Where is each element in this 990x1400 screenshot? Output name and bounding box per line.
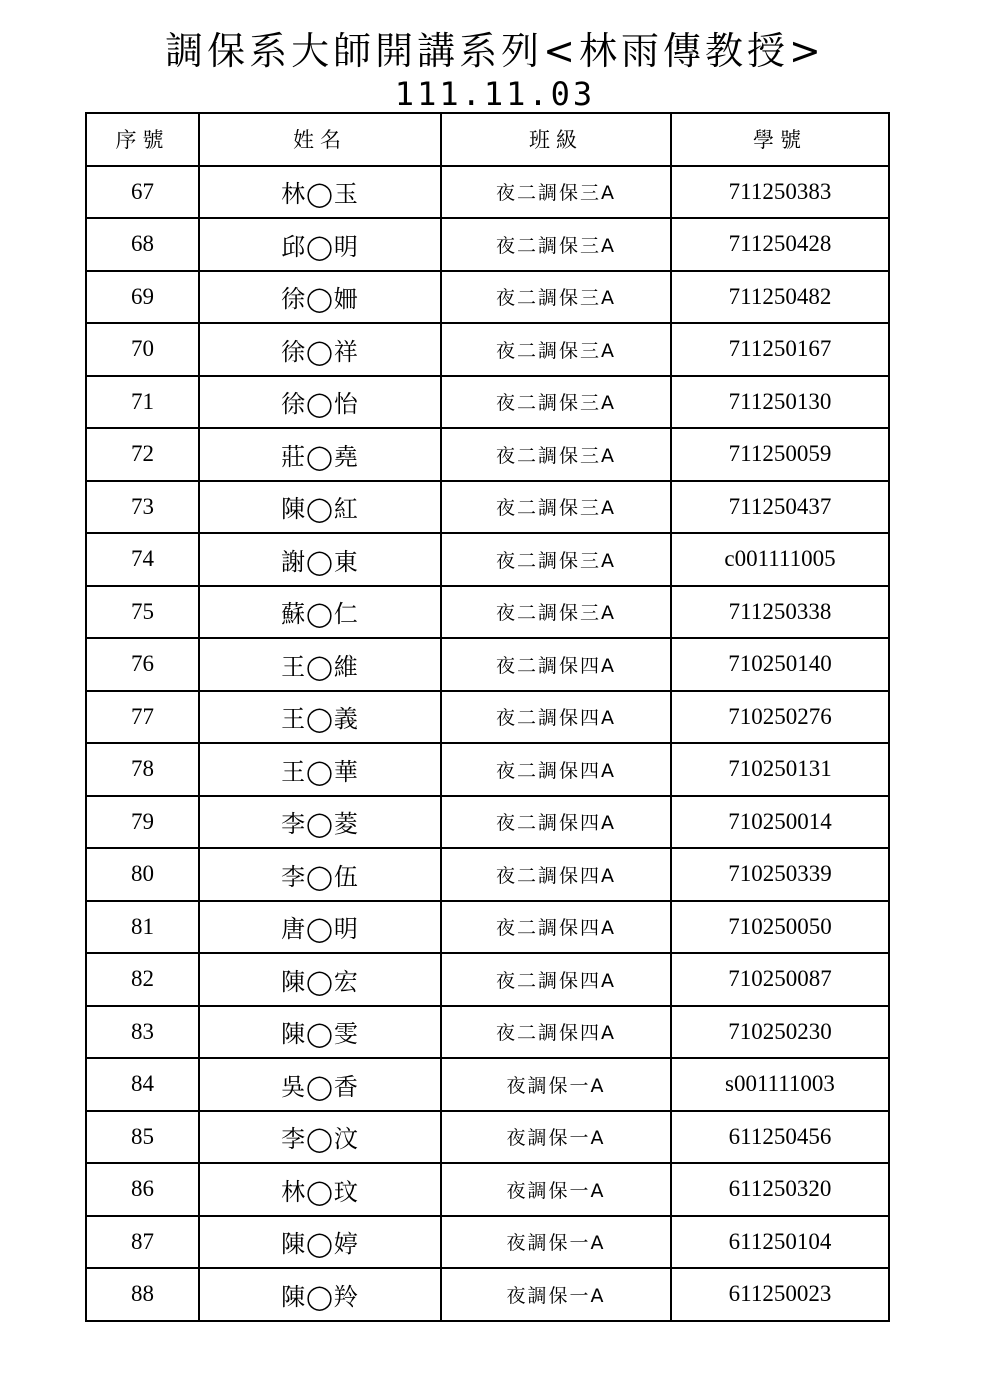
- cell-name: 王◯義: [199, 691, 441, 744]
- cell-seq: 72: [86, 428, 199, 481]
- page-title: 調保系大師開講系列<林雨傳教授>: [165, 29, 825, 73]
- cell-seq: 70: [86, 323, 199, 376]
- cell-seq: 67: [86, 166, 199, 219]
- cell-seq: 83: [86, 1006, 199, 1059]
- cell-student-id: s001111003: [671, 1058, 889, 1111]
- table-row: [86, 166, 889, 219]
- table-row: [86, 1216, 889, 1269]
- cell-student-id: 711250167: [671, 323, 889, 376]
- cell-student-id: 710250014: [671, 796, 889, 849]
- table-row: [86, 796, 889, 849]
- table-row: [86, 901, 889, 954]
- table-row: [86, 743, 889, 796]
- cell-seq: 80: [86, 848, 199, 901]
- cell-seq: 81: [86, 901, 199, 954]
- header-row: [86, 113, 889, 166]
- table-row: [86, 586, 889, 639]
- cell-student-id: 710250276: [671, 691, 889, 744]
- cell-class: 夜二調保三A: [441, 271, 671, 324]
- cell-student-id: 711250482: [671, 271, 889, 324]
- table-row: [86, 271, 889, 324]
- cell-class: 夜二調保四A: [441, 848, 671, 901]
- cell-class: 夜調保一A: [441, 1268, 671, 1321]
- cell-class: 夜二調保三A: [441, 586, 671, 639]
- cell-seq: 74: [86, 533, 199, 586]
- cell-seq: 86: [86, 1163, 199, 1216]
- cell-name: 莊◯堯: [199, 428, 441, 481]
- cell-class: 夜二調保三A: [441, 481, 671, 534]
- cell-class: 夜調保一A: [441, 1216, 671, 1269]
- table-header: [86, 113, 889, 166]
- cell-name: 徐◯祥: [199, 323, 441, 376]
- cell-name: 陳◯婷: [199, 1216, 441, 1269]
- cell-seq: 87: [86, 1216, 199, 1269]
- cell-name: 王◯華: [199, 743, 441, 796]
- table-body: [86, 166, 889, 1321]
- cell-seq: 77: [86, 691, 199, 744]
- cell-student-id: 710250050: [671, 901, 889, 954]
- cell-student-id: c001111005: [671, 533, 889, 586]
- header-class: 班級: [441, 113, 671, 166]
- table-row: [86, 691, 889, 744]
- cell-student-id: 711250130: [671, 376, 889, 429]
- cell-seq: 82: [86, 953, 199, 1006]
- cell-name: 林◯玟: [199, 1163, 441, 1216]
- cell-class: 夜調保一A: [441, 1111, 671, 1164]
- cell-class: 夜二調保四A: [441, 691, 671, 744]
- cell-student-id: 710250140: [671, 638, 889, 691]
- cell-student-id: 711250383: [671, 166, 889, 219]
- header-student-id: 學號: [671, 113, 889, 166]
- cell-name: 謝◯東: [199, 533, 441, 586]
- cell-student-id: 710250131: [671, 743, 889, 796]
- table-row: [86, 481, 889, 534]
- cell-name: 林◯玉: [199, 166, 441, 219]
- cell-name: 唐◯明: [199, 901, 441, 954]
- table-row: [86, 1268, 889, 1321]
- header-name: 姓名: [199, 113, 441, 166]
- cell-seq: 84: [86, 1058, 199, 1111]
- cell-student-id: 711250428: [671, 218, 889, 271]
- cell-class: 夜二調保三A: [441, 218, 671, 271]
- cell-class: 夜二調保三A: [441, 428, 671, 481]
- cell-student-id: 611250023: [671, 1268, 889, 1321]
- cell-name: 邱◯明: [199, 218, 441, 271]
- cell-class: 夜二調保三A: [441, 323, 671, 376]
- cell-class: 夜二調保四A: [441, 1006, 671, 1059]
- cell-seq: 79: [86, 796, 199, 849]
- cell-seq: 85: [86, 1111, 199, 1164]
- cell-seq: 68: [86, 218, 199, 271]
- cell-student-id: 710250339: [671, 848, 889, 901]
- cell-class: 夜二調保三A: [441, 533, 671, 586]
- cell-name: 李◯伍: [199, 848, 441, 901]
- cell-student-id: 710250230: [671, 1006, 889, 1059]
- cell-class: 夜調保一A: [441, 1058, 671, 1111]
- table-row: [86, 1006, 889, 1059]
- cell-name: 陳◯雯: [199, 1006, 441, 1059]
- cell-class: 夜二調保四A: [441, 743, 671, 796]
- cell-student-id: 711250338: [671, 586, 889, 639]
- table-row: [86, 376, 889, 429]
- cell-name: 吳◯香: [199, 1058, 441, 1111]
- cell-class: 夜二調保三A: [441, 166, 671, 219]
- table-row: [86, 638, 889, 691]
- table-row: [86, 1058, 889, 1111]
- table-row: [86, 1111, 889, 1164]
- cell-student-id: 611250104: [671, 1216, 889, 1269]
- attendance-table: [85, 112, 890, 1322]
- cell-name: 陳◯羚: [199, 1268, 441, 1321]
- table-row: [86, 848, 889, 901]
- cell-name: 王◯維: [199, 638, 441, 691]
- cell-student-id: 711250059: [671, 428, 889, 481]
- cell-class: 夜二調保四A: [441, 901, 671, 954]
- cell-student-id: 711250437: [671, 481, 889, 534]
- cell-name: 陳◯紅: [199, 481, 441, 534]
- header-seq: 序號: [86, 113, 199, 166]
- cell-seq: 75: [86, 586, 199, 639]
- cell-name: 徐◯姍: [199, 271, 441, 324]
- cell-seq: 88: [86, 1268, 199, 1321]
- cell-student-id: 611250320: [671, 1163, 889, 1216]
- cell-name: 陳◯宏: [199, 953, 441, 1006]
- cell-class: 夜二調保四A: [441, 796, 671, 849]
- cell-seq: 71: [86, 376, 199, 429]
- table-row: [86, 428, 889, 481]
- cell-seq: 69: [86, 271, 199, 324]
- page-date: 111.11.03: [394, 75, 596, 113]
- cell-student-id: 611250456: [671, 1111, 889, 1164]
- table-row: [86, 533, 889, 586]
- cell-seq: 78: [86, 743, 199, 796]
- cell-class: 夜二調保四A: [441, 953, 671, 1006]
- table-row: [86, 218, 889, 271]
- cell-class: 夜調保一A: [441, 1163, 671, 1216]
- cell-class: 夜二調保三A: [441, 376, 671, 429]
- table-row: [86, 323, 889, 376]
- cell-name: 蘇◯仁: [199, 586, 441, 639]
- cell-seq: 76: [86, 638, 199, 691]
- table-row: [86, 953, 889, 1006]
- cell-class: 夜二調保四A: [441, 638, 671, 691]
- cell-student-id: 710250087: [671, 953, 889, 1006]
- cell-name: 李◯汶: [199, 1111, 441, 1164]
- table-row: [86, 1163, 889, 1216]
- cell-name: 李◯菱: [199, 796, 441, 849]
- cell-name: 徐◯怡: [199, 376, 441, 429]
- cell-seq: 73: [86, 481, 199, 534]
